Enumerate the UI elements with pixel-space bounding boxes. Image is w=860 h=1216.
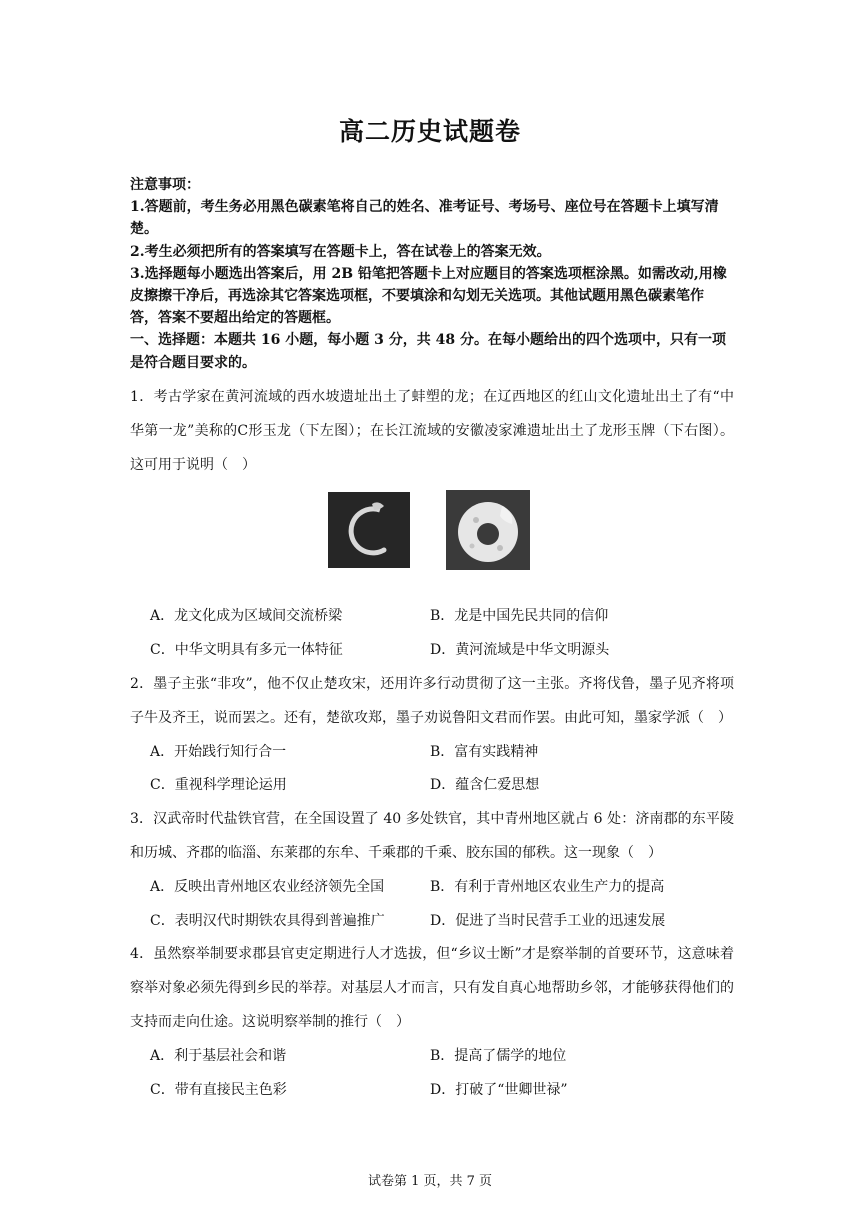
question-3-option-c: C．表明汉代时期铁农具得到普遍推广 <box>150 912 385 929</box>
question-4-options <box>130 1040 734 1108</box>
c-shaped-jade-dragon-image <box>328 492 410 568</box>
question-4-stem: 4．虽然察举制要求郡县官吏定期进行人才选拔，但“乡议士断”才是察举制的首要环节，这意味着察举对象必须先得到乡民的举荐。对基层人才而言，只有发自真心地帮助乡邻，才能够获得他们的支持而走向仕途。这说明察举制的推行（ ） <box>130 946 734 1030</box>
section-heading: 一、选择题：本题共 16 小题，每小题 3 分，共 48 分。在每小题给出的四个选项中，只有一项是符合题目要求的。 <box>130 332 726 371</box>
question-1-option-b: B．龙是中国先民共同的信仰 <box>430 608 609 625</box>
exam-notes <box>130 174 730 374</box>
question-3-stem: 3．汉武帝时代盐铁官营，在全国设置了 40 多处铁官，其中青州地区就占 6 处：济南郡的东平陵和历城、齐郡的临淄、东莱郡的东牟、千乘郡的千乘、胶东国的郁秩。这一现象（ ） <box>130 811 734 861</box>
question-2-option-c: C．重视科学理论运用 <box>150 777 287 794</box>
exam-title: 高二历史试题卷 <box>338 117 521 146</box>
question-1-images <box>130 482 734 600</box>
question-2-option-a: A．开始践行知行合一 <box>150 743 287 760</box>
question-1-options <box>130 600 734 668</box>
dragon-jade-plaque-image <box>446 490 530 570</box>
question-4-option-b: B．提高了儒学的地位 <box>430 1047 567 1064</box>
question-2-stem: 2．墨子主张“非攻”，他不仅止楚攻宋，还用许多行动贯彻了这一主张。齐将伐鲁，墨子见齐将项子牛及齐王，说而罢之。还有，楚欲攻郑，墨子劝说鲁阳文君而作罢。由此可知，墨家学派（ ） <box>130 675 734 726</box>
notes-heading: 注意事项： <box>130 177 200 193</box>
question-4-option-a: A．利于基层社会和谐 <box>150 1047 287 1064</box>
notes-item-2: 2.考生必须把所有的答案填写在答题卡上，答在试卷上的答案无效。 <box>130 243 551 260</box>
question-1-option-c: C．中华文明具有多元一体特征 <box>150 642 343 659</box>
question-4-option-d: D．打破了“世卿世禄” <box>430 1081 568 1098</box>
question-4-option-c: C．带有直接民主色彩 <box>150 1081 287 1098</box>
question-3-option-a: A．反映出青州地区农业经济领先全国 <box>150 878 385 895</box>
question-1-option-a: A．龙文化成为区域间交流桥梁 <box>150 608 343 625</box>
question-2-options <box>130 736 734 804</box>
question-list <box>130 381 734 1107</box>
notes-item-3: 3.选择题每小题选出答案后，用 2B 铅笔把答题卡上对应题目的答案选项框涂黑。如需改动,用橡皮擦擦干净后，再选涂其它答案选项框，不要填涂和勾划无关选项。其他试题用黑色碳素笔作答，答案不要超出给定的答题框。 <box>130 265 727 327</box>
question-2-option-b: B．富有实践精神 <box>430 743 539 760</box>
question-3-option-b: B．有利于青州地区农业生产力的提高 <box>430 878 665 895</box>
question-2-option-d: D．蕴含仁爱思想 <box>430 777 540 794</box>
question-3-option-d: D．促进了当时民营手工业的迅速发展 <box>430 912 666 929</box>
question-1-option-d: D．黄河流域是中华文明源头 <box>430 642 610 659</box>
question-1-stem: 1．考古学家在黄河流域的西水坡遗址出土了蚌塑的龙；在辽西地区的红山文化遗址出土了有“中华第一龙”美称的C形玉龙（下左图）；在长江流域的安徽凌家滩遗址出土了龙形玉牌（下右图）。这可用于说明（ ） <box>130 389 734 473</box>
question-3-options <box>130 871 734 939</box>
notes-item-1: 1.答题前，考生务必用黑色碳素笔将自己的姓名、准考证号、考场号、座位号在答题卡上填写清楚。 <box>130 199 719 238</box>
page-footer: 试卷第 1 页，共 7 页 <box>367 1174 493 1189</box>
